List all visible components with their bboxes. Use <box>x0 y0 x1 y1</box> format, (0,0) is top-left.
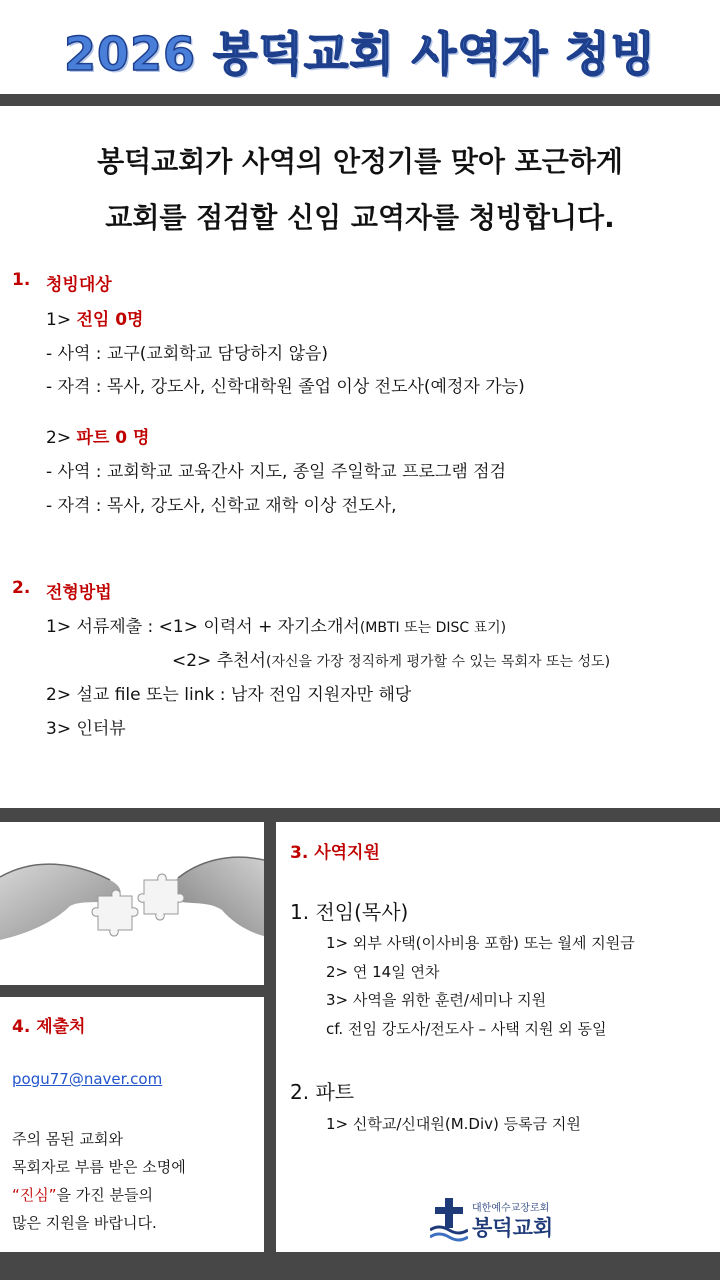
step1-sub-main: <2> 추천서 <box>172 651 266 671</box>
message-line-4: 많은 지원을 바랍니다. <box>12 1214 157 1232</box>
support-fulltime-item: 1> 외부 사택(이사비용 포함) 또는 월세 지원금 <box>326 934 635 952</box>
page-title: 2026 봉덕교회 사역자 청빙 <box>64 27 656 81</box>
parttime-qualification: - 자격 : 목사, 강도사, 신학교 재학 이상 전도사, <box>46 496 397 516</box>
parttime-prefix: 2> <box>46 428 72 448</box>
church-logo <box>430 1196 570 1244</box>
parttime-row <box>46 423 149 448</box>
support-fulltime-item: 3> 사역을 위한 훈련/세미나 지원 <box>326 991 547 1009</box>
step3: 3> 인터뷰 <box>46 719 126 739</box>
message-line-2: 목회자로 부름 받은 소명에 <box>12 1158 186 1176</box>
section3-title: 3. 사역지원 <box>290 843 380 863</box>
support-fulltime-item: 2> 연 14일 연차 <box>326 963 440 981</box>
cross-wave-icon <box>430 1196 468 1242</box>
message-line-3-rest: 을 가진 분들의 <box>56 1186 154 1204</box>
step1-main: 1> 서류제출 : <1> 이력서 + 자기소개서 <box>46 617 360 637</box>
step1-row <box>46 612 506 637</box>
parttime-ministry: - 사역 : 교회학교 교육간사 지도, 종일 주일학교 프로그램 점검 <box>46 462 507 482</box>
section2-title: 전형방법 <box>46 583 112 603</box>
section1-title: 청빙대상 <box>46 275 112 295</box>
left-panel-divider <box>0 985 264 997</box>
logo-subtitle: 대한예수교장로회 <box>472 1203 550 1214</box>
step1-note: (MBTI 또는 DISC 표기) <box>359 620 507 636</box>
fulltime-row <box>46 305 143 330</box>
top-divider <box>0 94 720 106</box>
message-highlight: “진심” <box>12 1186 57 1204</box>
support-parttime-item: 1> 신학교/신대원(M.Div) 등록금 지원 <box>326 1115 581 1133</box>
step2: 2> 설교 file 또는 link : 남자 전임 지원자만 해당 <box>46 685 412 705</box>
panel-vertical-divider <box>264 822 276 1280</box>
fulltime-prefix: 1> <box>46 310 72 330</box>
lead-line-1: 봉덕교회가 사역의 안정기를 맞아 포근하게 <box>97 145 623 178</box>
step1-sub-row <box>172 646 610 671</box>
lower-divider <box>0 808 720 822</box>
parttime-label: 파트 0 명 <box>76 428 150 448</box>
step1-sub-note: (자신을 가장 정직하게 평가할 수 있는 목회자 또는 성도) <box>265 654 611 670</box>
puzzle-hands-image <box>0 822 264 985</box>
fulltime-qualification: - 자격 : 목사, 강도사, 신학대학원 졸업 이상 전도사(예정자 가능) <box>46 377 525 397</box>
bottom-bar <box>0 1252 720 1280</box>
support-parttime-heading: 2. 파트 <box>290 1080 355 1104</box>
fulltime-label: 전임 0명 <box>76 310 144 330</box>
submission-email-link[interactable]: pogu77@naver.com <box>12 1070 163 1088</box>
section1-number: 1. <box>12 270 31 290</box>
support-fulltime-item: cf. 전임 강도사/전도사 – 사택 지원 외 동일 <box>326 1020 607 1038</box>
logo-name: 봉덕교회 <box>472 1216 554 1240</box>
lead-line-2: 교회를 점검할 신임 교역자를 청빙합니다. <box>105 201 615 234</box>
support-fulltime-heading: 1. 전임(목사) <box>290 900 409 924</box>
fulltime-ministry: - 사역 : 교구(교회학교 담당하지 않음) <box>46 344 329 364</box>
message-line-1: 주의 몸된 교회와 <box>12 1130 123 1148</box>
message-line-3 <box>12 1184 153 1205</box>
section2-number: 2. <box>12 578 31 598</box>
section4-title: 4. 제출처 <box>12 1017 86 1037</box>
